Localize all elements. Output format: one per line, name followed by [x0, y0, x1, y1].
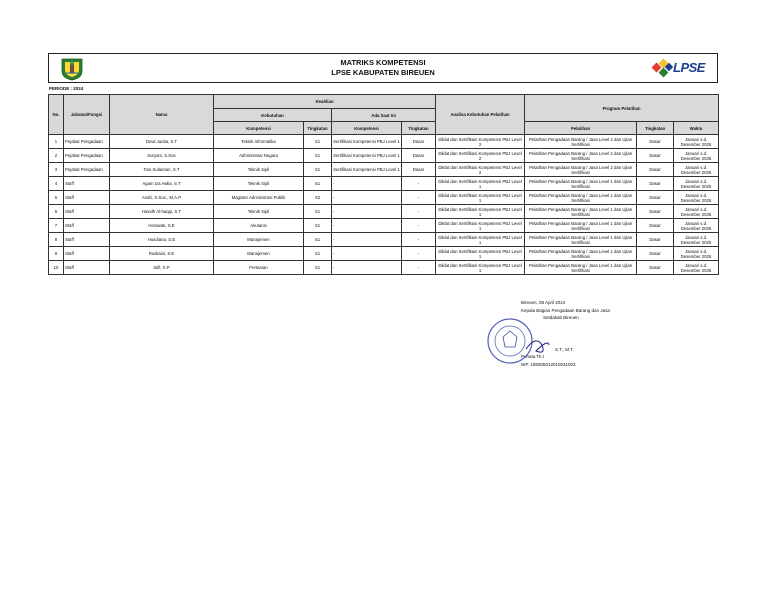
cell-nama: Toni Sulaiman, S.T	[110, 163, 214, 177]
cell-nama: Husdiana, S.E	[110, 233, 214, 247]
cell-jabatan: Pejabat Pengadaan	[64, 135, 110, 149]
header-program: Program Pelatihan	[525, 95, 719, 122]
cell-ada-kompetensi: -	[332, 233, 402, 247]
cell-waktu: Januari s.d. Desember 2025	[674, 205, 719, 219]
cell-kompetensi: Administrasi Negara	[214, 149, 304, 163]
cell-nama: Rusliaini, S.E	[110, 247, 214, 261]
cell-jabatan: Pejabat Pengadaan	[64, 163, 110, 177]
signature-nip: NIP. 198305012010031003	[521, 361, 576, 367]
cell-no: 5	[49, 191, 64, 205]
cell-ada-kompetensi: Sertifikasi Kompetensi PBJ Level 1	[332, 163, 402, 177]
cell-pelatihan: Pelatihan Pengadaan Barang / Jasa Level 1 dan Ujian Sertifikasi	[525, 205, 637, 219]
cell-ada-tingkatan: -	[402, 205, 436, 219]
cell-waktu: Januari s.d. Desember 2025	[674, 135, 719, 149]
cell-ada-kompetensi: -	[332, 261, 402, 275]
cell-nama: Agam Iza Awlia, S.T	[110, 177, 214, 191]
cell-ada-tingkatan: Dasar	[402, 135, 436, 149]
cell-no: 4	[49, 177, 64, 191]
cell-kompetensi: Teknik Sipil	[214, 205, 304, 219]
cell-ada-tingkatan: -	[402, 247, 436, 261]
cell-kompetensi: Teknik Sipil	[214, 177, 304, 191]
table-row	[49, 261, 719, 275]
cell-jabatan: Pejabat Pengadaan	[64, 149, 110, 163]
cell-program-tingkatan: Dasar	[637, 205, 674, 219]
signature-name: S.T., M.T.	[555, 346, 574, 352]
document-title	[49, 58, 717, 78]
cell-no: 2	[49, 149, 64, 163]
cell-ada-tingkatan: -	[402, 191, 436, 205]
signature-region: Setdakab Bireuen	[543, 315, 579, 320]
cell-nama: Havidh Al-haqqi, S.T	[110, 205, 214, 219]
cell-analisa: Diklat dan Sertifikasi Kompetensi PBJ Level 2	[436, 149, 525, 163]
cell-ada-kompetensi: -	[332, 177, 402, 191]
header-nama: Nama	[110, 95, 214, 135]
cell-analisa: Diklat dan Sertifikasi Kompetensi PBJ Level 2	[436, 163, 525, 177]
cell-nama: Siifi, S.P	[110, 261, 214, 275]
cell-pelatihan: Pelatihan Pengadaan Barang / Jasa Level 1 dan Ujian Sertifikasi	[525, 261, 637, 275]
cell-tingkatan: S1	[304, 135, 332, 149]
cell-ada-tingkatan: Dasar	[402, 163, 436, 177]
cell-ada-tingkatan: -	[402, 177, 436, 191]
cell-program-tingkatan: Dasar	[637, 233, 674, 247]
cell-kompetensi: Teknik Sipil	[214, 163, 304, 177]
cell-tingkatan: S1	[304, 177, 332, 191]
cell-ada-kompetensi: -	[332, 191, 402, 205]
cell-pelatihan: Pelatihan Pengadaan Barang / Jasa Level 1 dan Ujian Sertifikasi	[525, 247, 637, 261]
cell-no: 3	[49, 163, 64, 177]
competency-matrix-table	[48, 94, 719, 275]
cell-nama: Andri, S.Sos., M.A.P	[110, 191, 214, 205]
lpse-emblem-icon	[651, 58, 675, 80]
title-line-2: LPSE KABUPATEN BIREUEN	[331, 68, 435, 77]
header-tingkatan-ada: Tingkatan	[402, 122, 436, 135]
header-pelatihan: Pelatihan	[525, 122, 637, 135]
cell-waktu: Januari s.d. Desember 2025	[674, 191, 719, 205]
cell-tingkatan: S1	[304, 261, 332, 275]
lpse-logo-text: LPSE	[673, 60, 705, 75]
header-ada-saat-ini: Ada Saat Ini	[332, 109, 436, 122]
header-kompetensi-ada: Kompetensi	[332, 122, 402, 135]
cell-no: 8	[49, 233, 64, 247]
cell-no: 1	[49, 135, 64, 149]
cell-kompetensi: Magister Administrasi Publik	[214, 191, 304, 205]
cell-pelatihan: Pelatihan Pengadaan Barang / Jasa Level 2 dan Ujian Sertifikasi	[525, 163, 637, 177]
cell-analisa: Diklat dan Sertifikasi Kompetensi PBJ Level 1	[436, 233, 525, 247]
cell-program-tingkatan: Dasar	[637, 135, 674, 149]
cell-kompetensi: Manajemen	[214, 247, 304, 261]
cell-jabatan: Staff	[64, 247, 110, 261]
cell-kompetensi: Manajemen	[214, 233, 304, 247]
cell-tingkatan: S1	[304, 205, 332, 219]
header-keahlian: Keahlian	[214, 95, 436, 109]
table-row	[49, 219, 719, 233]
cell-ada-tingkatan: -	[402, 219, 436, 233]
cell-pelatihan: Pelatihan Pengadaan Barang / Jasa Level 1 dan Ujian Sertifikasi	[525, 177, 637, 191]
cell-analisa: Diklat dan Sertifikasi Kompetensi PBJ Level 1	[436, 177, 525, 191]
cell-pelatihan: Pelatihan Pengadaan Barang / Jasa Level 1 dan Ujian Sertifikasi	[525, 219, 637, 233]
cell-jabatan: Staff	[64, 191, 110, 205]
header-kebutuhan: Kebutuhan	[214, 109, 332, 122]
cell-program-tingkatan: Dasar	[637, 177, 674, 191]
cell-program-tingkatan: Dasar	[637, 149, 674, 163]
header-jabatan: Jabatan/Fungsi	[64, 95, 110, 135]
cell-program-tingkatan: Dasar	[637, 219, 674, 233]
cell-ada-tingkatan: -	[402, 233, 436, 247]
cell-nama: Dewi Junita, S.T	[110, 135, 214, 149]
cell-jabatan: Staff	[64, 177, 110, 191]
cell-kompetensi: Teknik Informatika	[214, 135, 304, 149]
header-kompetensi: Kompetensi	[214, 122, 304, 135]
cell-waktu: Januari s.d. Desember 2025	[674, 177, 719, 191]
cell-analisa: Diklat dan Sertifikasi Kompetensi PBJ Level 1	[436, 247, 525, 261]
cell-ada-kompetensi: Sertifikasi Kompetensi PBJ Level 1	[332, 149, 402, 163]
cell-tingkatan: S1	[304, 163, 332, 177]
cell-waktu: Januari s.d. Desember 2025	[674, 247, 719, 261]
table-row	[49, 163, 719, 177]
header-analisa: Analisa Kebutuhan Pelatihan	[436, 95, 525, 135]
cell-jabatan: Staff	[64, 205, 110, 219]
cell-no: 9	[49, 247, 64, 261]
cell-no: 10	[49, 261, 64, 275]
cell-program-tingkatan: Dasar	[637, 163, 674, 177]
title-line-1: MATRIKS KOMPETENSI	[340, 58, 426, 67]
cell-pelatihan: Pelatihan Pengadaan Barang / Jasa Level 1 dan Ujian Sertifikasi	[525, 191, 637, 205]
table-row	[49, 205, 719, 219]
table-row	[49, 191, 719, 205]
signature-position: Kepala Bagian Pengadaan Barang dan Jasa	[521, 307, 610, 313]
cell-program-tingkatan: Dasar	[637, 247, 674, 261]
signature-place-date: Bireuen, 08 April 2024	[521, 300, 566, 305]
cell-jabatan: Staff	[64, 219, 110, 233]
cell-waktu: Januari s.d. Desember 2025	[674, 261, 719, 275]
cell-nama: Suryani, S.Sos	[110, 149, 214, 163]
lpse-logo	[651, 58, 709, 80]
cell-tingkatan: S1	[304, 247, 332, 261]
cell-kompetensi: Pertanian	[214, 261, 304, 275]
cell-program-tingkatan: Dasar	[637, 191, 674, 205]
table-row	[49, 135, 719, 149]
cell-waktu: Januari s.d. Desember 2025	[674, 233, 719, 247]
cell-no: 7	[49, 219, 64, 233]
document-header	[48, 53, 718, 83]
cell-program-tingkatan: Dasar	[637, 261, 674, 275]
cell-analisa: Diklat dan Sertifikasi Kompetensi PBJ Level 1	[436, 261, 525, 275]
cell-ada-tingkatan: -	[402, 261, 436, 275]
cell-ada-kompetensi: -	[332, 219, 402, 233]
signature-rank: Penata Tk.I	[521, 354, 544, 359]
table-row	[49, 233, 719, 247]
table-row	[49, 247, 719, 261]
periode-label: PERIODE : 2024	[49, 86, 84, 91]
cell-tingkatan: S1	[304, 219, 332, 233]
cell-jabatan: Staff	[64, 233, 110, 247]
cell-tingkatan: S2	[304, 191, 332, 205]
cell-kompetensi: Akutansi	[214, 219, 304, 233]
cell-pelatihan: Pelatihan Pengadaan Barang / Jasa Level 1 dan Ujian Sertifikasi	[525, 233, 637, 247]
cell-analisa: Diklat dan Sertifikasi Kompetensi PBJ Level 1	[436, 205, 525, 219]
cell-waktu: Januari s.d. Desember 2025	[674, 149, 719, 163]
cell-jabatan: Staff	[64, 261, 110, 275]
header-tingkatan-program: Tingkatan	[637, 122, 674, 135]
cell-ada-kompetensi: Sertifikasi Kompetensi PBJ Level 1	[332, 135, 402, 149]
cell-no: 6	[49, 205, 64, 219]
header-tingkatan: Tingkatan	[304, 122, 332, 135]
cell-ada-tingkatan: Dasar	[402, 149, 436, 163]
table-row	[49, 177, 719, 191]
cell-nama: Herawati, S.E	[110, 219, 214, 233]
cell-tingkatan: S1	[304, 233, 332, 247]
cell-tingkatan: S1	[304, 149, 332, 163]
cell-pelatihan: Pelatihan Pengadaan Barang / Jasa Level 2 dan Ujian Sertifikasi	[525, 135, 637, 149]
table-row	[49, 149, 719, 163]
cell-waktu: Januari s.d. Desember 2025	[674, 163, 719, 177]
header-no: No.	[49, 95, 64, 135]
cell-ada-kompetensi: -	[332, 247, 402, 261]
cell-pelatihan: Pelatihan Pengadaan Barang / Jasa Level 2 dan Ujian Sertifikasi	[525, 149, 637, 163]
cell-analisa: Diklat dan Sertifikasi Kompetensi PBJ Level 1	[436, 219, 525, 233]
cell-analisa: Diklat dan Sertifikasi Kompetensi PBJ Level 2	[436, 135, 525, 149]
cell-ada-kompetensi: -	[332, 205, 402, 219]
header-waktu: Waktu	[674, 122, 719, 135]
cell-analisa: Diklat dan Sertifikasi Kompetensi PBJ Level 1	[436, 191, 525, 205]
official-stamp-icon	[486, 315, 550, 367]
cell-waktu: Januari s.d. Desember 2025	[674, 219, 719, 233]
table-body	[49, 135, 719, 275]
